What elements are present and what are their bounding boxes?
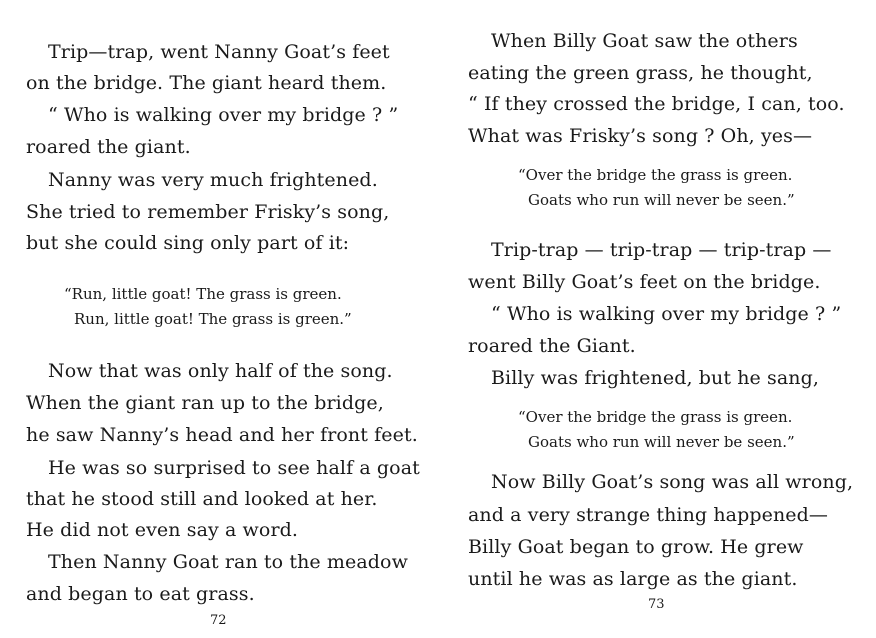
text-line: and began to eat grass. xyxy=(26,583,255,605)
text-line: What was Frisky’s song ? Oh, yes— xyxy=(468,125,813,147)
text-line: Now Billy Goat’s song was all wrong, xyxy=(491,471,854,493)
text-line: roared the Giant. xyxy=(468,335,636,357)
text-line: until he was as large as the giant. xyxy=(468,568,798,590)
verse-line: Goats who run will never be seen.” xyxy=(528,433,795,451)
left-page xyxy=(0,0,430,638)
text-line: She tried to remember Frisky’s song, xyxy=(26,201,390,223)
page-number: 72 xyxy=(210,613,227,628)
text-line: “ Who is walking over my bridge ? ” xyxy=(491,303,842,325)
text-line: went Billy Goat’s feet on the bridge. xyxy=(468,271,821,293)
text-line: Then Nanny Goat ran to the meadow xyxy=(48,551,408,573)
text-line: that he stood still and looked at her. xyxy=(26,488,378,510)
text-line: he saw Nanny’s head and her front feet. xyxy=(26,424,418,446)
text-line: Now that was only half of the song. xyxy=(48,360,393,382)
verse-line: “Run, little goat! The grass is green. xyxy=(64,285,342,303)
text-line: Billy was frightened, but he sang, xyxy=(491,367,820,389)
text-line: Trip—trap, went Nanny Goat’s feet xyxy=(48,41,390,63)
verse-line: “Over the bridge the grass is green. xyxy=(518,166,793,184)
text-line: He was so surprised to see half a goat xyxy=(48,457,420,479)
verse-line: Goats who run will never be seen.” xyxy=(528,191,795,209)
text-line: “ If they crossed the bridge, I can, too. xyxy=(468,93,845,115)
verse-line: Run, little goat! The grass is green.” xyxy=(74,310,352,328)
text-line: Nanny was very much frightened. xyxy=(48,169,378,191)
right-page xyxy=(446,0,876,638)
text-line: Billy Goat began to grow. He grew xyxy=(468,536,804,558)
text-line: eating the green grass, he thought, xyxy=(468,62,813,84)
page-number: 73 xyxy=(648,597,665,612)
text-line: but she could sing only part of it: xyxy=(26,232,350,254)
text-line: “ Who is walking over my bridge ? ” xyxy=(48,104,399,126)
text-line: When the giant ran up to the bridge, xyxy=(26,392,384,414)
text-line: Trip-trap — trip-trap — trip-trap — xyxy=(491,239,832,261)
text-line: and a very strange thing happened— xyxy=(468,504,829,526)
text-line: roared the giant. xyxy=(26,136,191,158)
text-line: on the bridge. The giant heard them. xyxy=(26,72,387,94)
verse-line: “Over the bridge the grass is green. xyxy=(518,408,793,426)
text-line: He did not even say a word. xyxy=(26,519,299,541)
text-line: When Billy Goat saw the others xyxy=(491,30,798,52)
